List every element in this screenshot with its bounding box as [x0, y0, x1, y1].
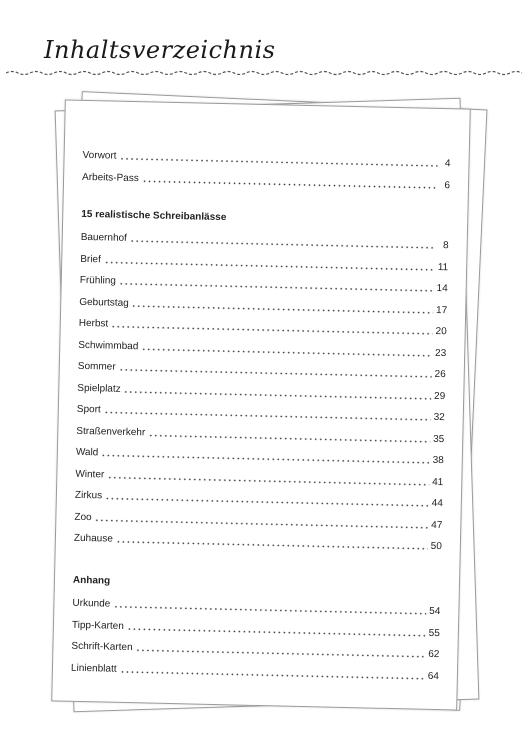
toc-entry[interactable] — [77, 377, 445, 401]
dot-leader — [132, 305, 433, 314]
toc-entry-label: Wald — [75, 446, 99, 459]
toc-entry[interactable] — [79, 291, 447, 315]
toc-entry-label: Herbst — [78, 317, 109, 330]
toc-entry-page: 14 — [436, 282, 448, 295]
toc-entry-label: Vorwort — [82, 149, 117, 162]
toc-entry[interactable] — [75, 485, 443, 509]
toc-entry[interactable] — [76, 420, 444, 444]
toc-entry[interactable] — [74, 528, 442, 552]
toc-entry-page: 17 — [435, 304, 448, 316]
dot-leader — [119, 670, 424, 679]
toc-entry-vorwort[interactable] — [82, 145, 450, 169]
dot-leader — [113, 606, 426, 615]
toc-entry[interactable] — [79, 313, 447, 337]
toc-entry-label: Linienblatt — [70, 662, 117, 675]
dot-leader — [124, 390, 431, 399]
toc-entry[interactable] — [80, 270, 448, 294]
toc-entry-label: Straßenverkehr — [76, 425, 146, 438]
toc-sheet — [51, 99, 471, 710]
toc-entry-label: Schwimmbad — [78, 339, 139, 352]
dot-leader — [104, 261, 435, 271]
dot-leader — [119, 283, 434, 292]
section-heading-anhang: Anhang — [72, 574, 111, 587]
toc-entry[interactable] — [78, 334, 446, 358]
dot-leader — [95, 519, 429, 529]
toc-entry[interactable] — [78, 356, 446, 380]
toc-entry-label: Geburtstag — [79, 296, 129, 309]
toc-entry-label: Brief — [80, 253, 101, 265]
toc-entry-page: 55 — [428, 627, 440, 639]
toc-entry-arbeits-pass[interactable] — [82, 167, 450, 191]
dot-leader — [105, 497, 429, 506]
dot-leader — [119, 369, 432, 378]
dot-leader — [141, 348, 432, 357]
toc-entry-label: Arbeits-Pass — [81, 171, 139, 185]
toc-entry[interactable] — [75, 463, 443, 487]
dot-leader — [104, 411, 431, 420]
toc-entry-label: Winter — [75, 468, 105, 480]
toc-entry-page: 47 — [431, 519, 443, 531]
toc-entry-page: 62 — [428, 648, 440, 661]
toc-entry-page: 64 — [427, 670, 440, 682]
toc-entry[interactable] — [81, 227, 449, 251]
toc-entry[interactable] — [76, 442, 444, 466]
toc-entry-page: 20 — [435, 325, 447, 338]
dot-leader — [130, 240, 436, 249]
toc-entry-page: 32 — [433, 411, 445, 424]
toc-entry-page: 11 — [437, 261, 449, 273]
dot-leader — [127, 628, 426, 637]
page-title: Inhaltsverzeichnis — [44, 36, 276, 64]
dot-leader — [136, 649, 426, 658]
toc-entry-label: Zuhause — [73, 532, 113, 545]
toc-entry[interactable] — [71, 636, 439, 660]
dot-leader — [116, 541, 428, 550]
toc-entry-page: 44 — [431, 497, 443, 510]
toc-entry[interactable] — [72, 614, 440, 638]
toc-entry-label: Sommer — [77, 360, 116, 373]
toc-entry-label: Schrift-Karten — [71, 640, 133, 654]
dot-leader — [119, 158, 437, 167]
toc-entry-label: Spielplatz — [77, 382, 121, 395]
toc-entry-page: 23 — [434, 347, 447, 359]
toc-entry[interactable] — [72, 593, 440, 617]
toc-entry[interactable] — [74, 506, 442, 530]
toc-entry[interactable] — [80, 248, 448, 272]
toc-entry-label: Sport — [76, 403, 101, 416]
dot-leader — [148, 434, 430, 442]
toc-entry-label: Frühling — [79, 274, 117, 287]
toc-entry[interactable] — [77, 399, 445, 423]
toc-entry-page: 4 — [444, 158, 451, 170]
toc-entry-label: Zoo — [74, 511, 92, 523]
toc-entry-page: 54 — [429, 605, 441, 618]
dot-leader — [111, 326, 432, 335]
dot-leader — [142, 180, 437, 189]
toc-entry-page: 35 — [433, 433, 445, 445]
toc-entry-label: Bauernhof — [80, 231, 128, 244]
toc-entry-page: 8 — [442, 240, 449, 252]
toc-entry-page: 41 — [432, 476, 444, 488]
toc-entry-label: Zirkus — [74, 489, 103, 502]
section-heading-schreibanlaesse: 15 realistische Schreibanlässe — [81, 208, 227, 224]
toc-entry-page: 26 — [434, 368, 446, 381]
toc-entry-page: 38 — [432, 454, 444, 467]
toc-entry-page: 29 — [434, 390, 446, 402]
toc-entry-label: Urkunde — [72, 597, 111, 610]
toc-entry-page: 50 — [430, 540, 442, 553]
decorative-divider — [6, 68, 524, 78]
dot-leader — [107, 476, 429, 485]
toc-entry[interactable] — [71, 657, 439, 681]
toc-entry-label: Tipp-Karten — [71, 619, 124, 632]
toc-entry-page: 6 — [444, 180, 451, 192]
dot-leader — [101, 454, 429, 463]
